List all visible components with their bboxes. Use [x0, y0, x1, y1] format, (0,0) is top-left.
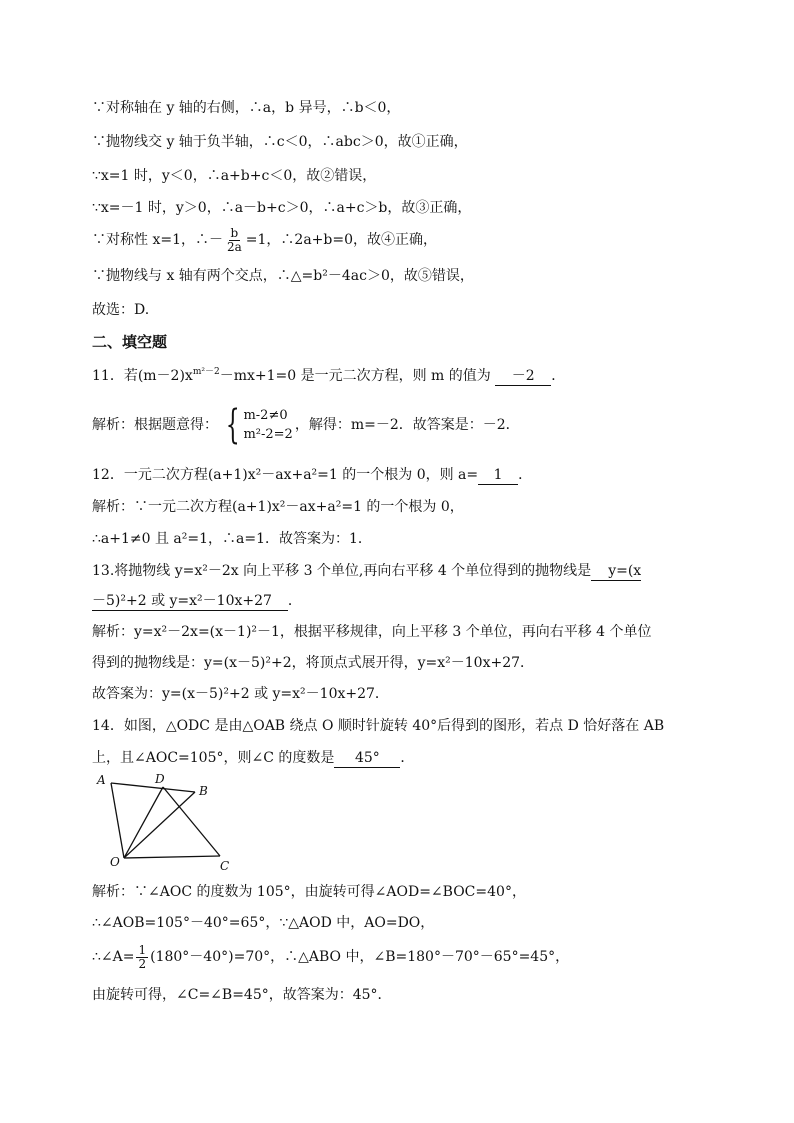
segment-OC: [124, 856, 220, 858]
fraction: [136, 944, 148, 971]
solution-line: ∵抛物线与 x 轴有两个交点，∴△=b²－4ac＞0，故⑤错误，: [92, 268, 474, 284]
solution-11: [92, 402, 520, 448]
text: ∴∠A=: [92, 949, 135, 965]
equation-system: [220, 402, 293, 448]
question-13-cont: [92, 591, 302, 611]
segment-OB: [124, 792, 195, 858]
text: －mx+1=0 是一元二次方程，则 m 的值为: [219, 368, 491, 384]
fraction-numerator: 1: [138, 942, 147, 957]
text: ．: [551, 368, 566, 384]
solution-line: ∵对称轴在 y 轴的右侧，∴a，b 异号，∴b＜0，: [92, 100, 401, 116]
answer-blank: －2: [495, 367, 551, 386]
segment-AB: [111, 783, 195, 792]
segment-AO: [111, 783, 124, 858]
fraction-denominator: 2: [138, 956, 147, 971]
section-title: 二、填空题: [92, 333, 168, 351]
point-label-C: C: [220, 859, 230, 873]
brace: {: [225, 402, 240, 448]
solution-line-fraction: [92, 224, 437, 256]
text: ∵对称性 x=1，∴－: [92, 232, 223, 248]
point-label-A: A: [97, 773, 106, 787]
text: =1，∴2a+b=0，故④正确，: [245, 232, 438, 248]
question-14: 14．如图，△ODC 是由△OAB 绕点 O 顺时针旋转 40°后得到的图形，若点 D 恰好落在 AB: [92, 718, 665, 734]
solution-line: 故答案为：y=(x－5)²+2 或 y=x²－10x+27．: [92, 686, 389, 702]
answer-blank: －5)²+2 或 y=x²－10x+27: [92, 592, 288, 611]
exponent: m²－2: [192, 367, 220, 377]
point-label-D: D: [155, 772, 165, 786]
question-14-cont: [92, 748, 414, 768]
text: (180°－40°)=70°，∴△ABO 中，∠B=180°－70°－65°=45°，: [150, 949, 570, 965]
text: ．: [518, 467, 533, 483]
text: ，解得：m=－2．故答案是：－2．: [294, 417, 520, 433]
solution-line: ∴a+1≠0 且 a²=1，∴a=1．故答案为：1．: [92, 531, 372, 547]
solution-line-fraction: [92, 940, 569, 974]
point-label-O: O: [110, 855, 120, 869]
solution-line: ∵x=－1 时，y＞0，∴a－b+c＞0，∴a+c＞b，故③正确，: [92, 200, 472, 216]
text: ．: [287, 593, 302, 609]
geometry-figure: [92, 770, 242, 876]
variable: x: [184, 368, 193, 384]
solution-line: ∵x=1 时，y＜0，∴a+b+c＜0，故②错误，: [92, 168, 377, 184]
fraction-denominator: 2a: [226, 239, 242, 254]
text: 11．若(m－2): [92, 368, 185, 384]
solution-line: 解析：y=x²－2x=(x－1)²－1，根据平移规律，向上平移 3 个单位，再向右平移 4 个单位: [92, 624, 652, 640]
segment-DC: [163, 787, 220, 856]
answer-blank: 1: [478, 466, 518, 485]
question-13: [92, 561, 641, 581]
text: 12．一元二次方程(a+1)x²－ax+a²=1 的一个根为 0，则 a=: [92, 467, 479, 483]
solution-line: ∵抛物线交 y 轴于负半轴，∴c＜0，∴abc＞0，故①正确，: [92, 134, 468, 150]
solution-line: 得到的抛物线是：y=(x－5)²+2，将顶点式展开得，y=x²－10x+27．: [92, 655, 535, 671]
text: ．: [400, 750, 415, 766]
solution-line: 由旋转可得，∠C=∠B=45°，故答案为：45°．: [92, 987, 392, 1003]
solution-line: 故选：D.: [92, 302, 150, 318]
fraction-numerator: b: [230, 225, 239, 240]
solution-line: 解析：∵一元二次方程(a+1)x²－ax+a²=1 的一个根为 0，: [92, 499, 464, 515]
answer-blank: y=(x: [591, 562, 641, 581]
text: 上，且∠AOC=105°，则∠C 的度数是: [92, 750, 335, 766]
text: 解析：根据题意得：: [92, 417, 218, 433]
equation-row: m²-2=2: [243, 427, 293, 442]
point-label-B: B: [199, 784, 208, 798]
fraction: [225, 227, 244, 254]
solution-line: 解析：∵∠AOC 的度数为 105°，由旋转可得∠AOD=∠BOC=40°，: [92, 884, 526, 900]
text: 13.将抛物线 y=x²－2x 向上平移 3 个单位,再向右平移 4 个单位得到的抛物线是: [92, 563, 592, 579]
equation-row: m-2≠0: [243, 408, 288, 423]
question-11: [92, 366, 565, 386]
solution-line: ∴∠AOB=105°－40°=65°，∵△AOD 中，AO=DO，: [92, 915, 435, 931]
question-12: [92, 465, 532, 485]
answer-blank: 45°: [334, 749, 400, 768]
segment-OD: [124, 787, 163, 858]
